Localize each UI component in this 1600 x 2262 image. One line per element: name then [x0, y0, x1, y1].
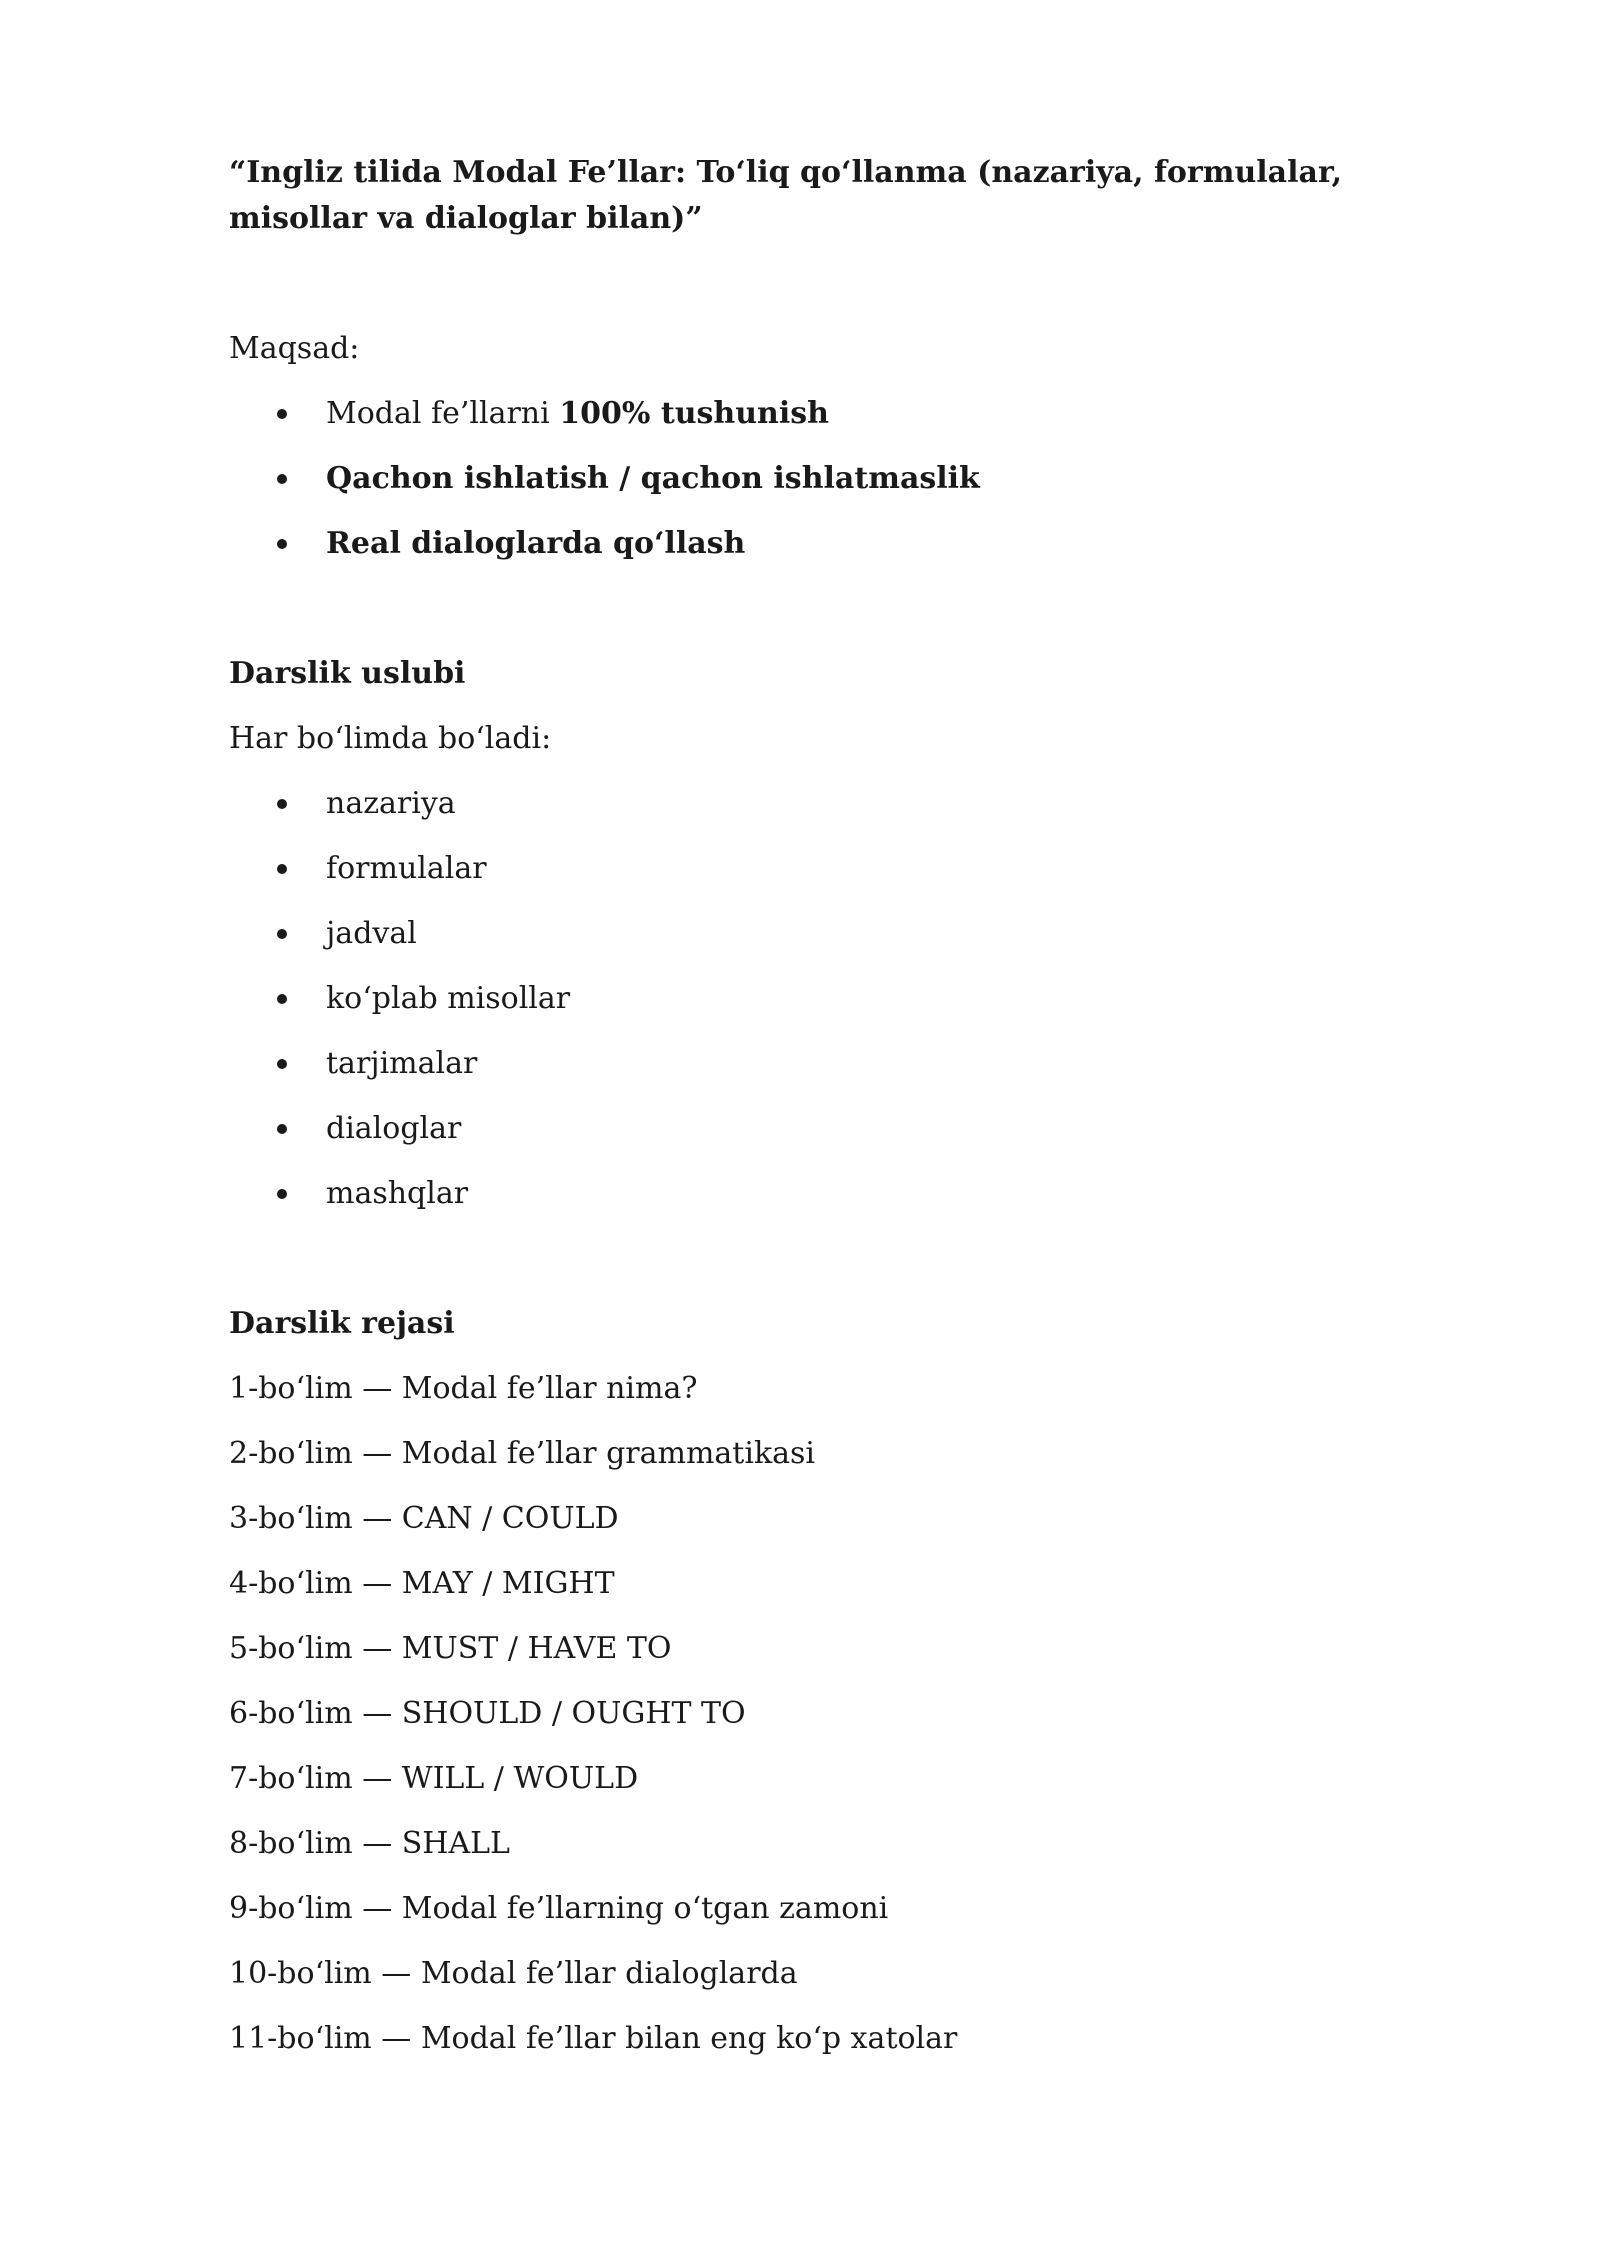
plan-item: 8-bo‘lim — SHALL	[229, 1826, 510, 1861]
bullet-icon	[277, 994, 287, 1004]
bullet-icon	[277, 1059, 287, 1069]
bullet-icon	[277, 474, 287, 484]
plan-item: 4-bo‘lim — MAY / MIGHT	[229, 1566, 615, 1601]
goal-item-bold: Real dialoglarda qo‘llash	[326, 526, 746, 561]
goal-item-bold: Qachon ishlatish / qachon ishlatmaslik	[326, 461, 980, 496]
goal-list	[229, 391, 1409, 567]
style-item-label: tarjimalar	[326, 1046, 478, 1081]
style-item-label: nazariya	[326, 786, 456, 821]
style-list	[229, 781, 1409, 1217]
goal-item	[229, 521, 1409, 567]
style-item	[229, 781, 1409, 827]
goal-item-prefix: Modal fe’llarni	[326, 396, 560, 431]
bullet-icon	[277, 799, 287, 809]
style-item	[229, 976, 1409, 1022]
plan-heading: Darslik rejasi	[229, 1306, 455, 1341]
plan-item: 5-bo‘lim — MUST / HAVE TO	[229, 1631, 672, 1666]
plan-item: 3-bo‘lim — CAN / COULD	[229, 1501, 619, 1536]
style-heading: Darslik uslubi	[229, 656, 466, 691]
plan-list	[229, 1366, 1409, 2062]
bullet-icon	[277, 539, 287, 549]
bullet-icon	[277, 1189, 287, 1199]
style-item-label: ko‘plab misollar	[326, 981, 571, 1016]
document-title: “Ingliz tilida Modal Fe’llar: To‘liq qo‘llanma (nazariya, formulalar, misollar va dialoglar bilan)”	[229, 155, 1343, 236]
style-item-label: formulalar	[326, 851, 487, 886]
style-item	[229, 1041, 1409, 1087]
style-intro: Har bo‘limda bo‘ladi:	[229, 721, 552, 756]
bullet-icon	[277, 929, 287, 939]
plan-item: 9-bo‘lim — Modal fe’llarning o‘tgan zamoni	[229, 1891, 889, 1926]
bullet-icon	[277, 864, 287, 874]
bullet-icon	[277, 1124, 287, 1134]
plan-item: 2-bo‘lim — Modal fe’llar grammatikasi	[229, 1436, 815, 1471]
style-item-label: mashqlar	[326, 1176, 469, 1211]
style-item	[229, 1171, 1409, 1217]
plan-item: 1-bo‘lim — Modal fe’llar nima?	[229, 1371, 698, 1406]
goal-item	[229, 391, 1409, 437]
style-item	[229, 846, 1409, 892]
goal-item	[229, 456, 1409, 502]
document-page	[229, 150, 1409, 2062]
plan-item: 7-bo‘lim — WILL / WOULD	[229, 1761, 639, 1796]
goal-item-bold: 100% tushunish	[559, 396, 829, 431]
plan-item: 11-bo‘lim — Modal fe’llar bilan eng ko‘p xatolar	[229, 2021, 958, 2056]
plan-item: 6-bo‘lim — SHOULD / OUGHT TO	[229, 1696, 746, 1731]
style-item-label: dialoglar	[326, 1111, 462, 1146]
plan-item: 10-bo‘lim — Modal fe’llar dialoglarda	[229, 1956, 798, 1991]
style-item	[229, 1106, 1409, 1152]
goal-label: Maqsad:	[229, 331, 360, 366]
bullet-icon	[277, 409, 287, 419]
style-item-label: jadval	[326, 916, 417, 951]
style-item	[229, 911, 1409, 957]
